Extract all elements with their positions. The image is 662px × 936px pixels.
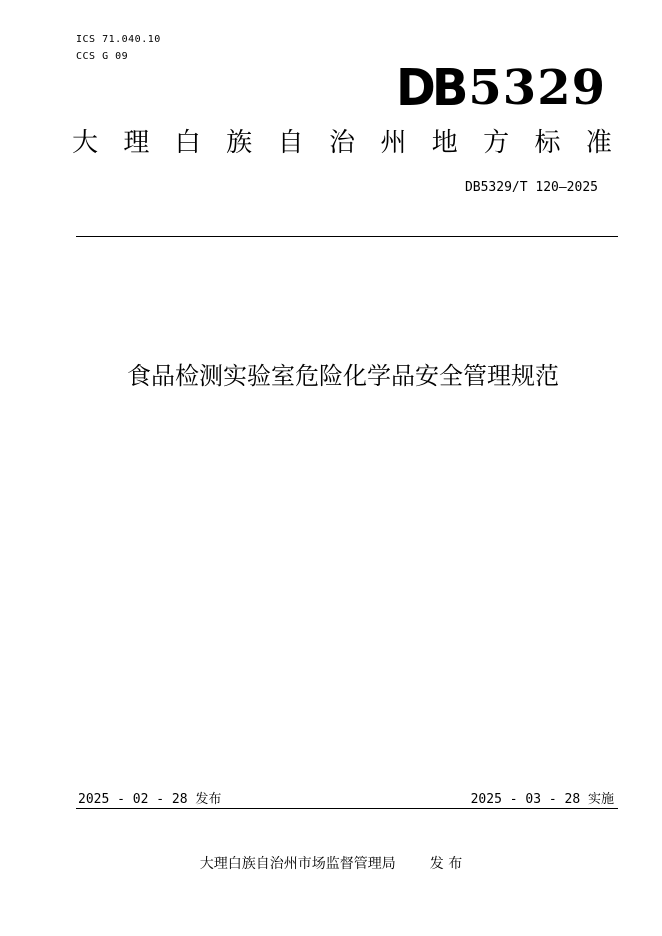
heading-char: 理 bbox=[123, 128, 150, 158]
issue-date: 2025 - 02 - 28 发布 bbox=[78, 792, 222, 807]
issuer-line bbox=[0, 853, 662, 873]
heading-char: 白 bbox=[174, 128, 201, 158]
document-title: 食品检测实验室危险化学品安全管理规范 bbox=[127, 362, 559, 390]
heading-char: 族 bbox=[226, 128, 253, 158]
standard-logo bbox=[395, 58, 606, 118]
ccs-code: CCS G 09 bbox=[76, 51, 129, 62]
logo-db-text: DB bbox=[395, 58, 465, 118]
issuer-name: 大理白族自治州市场监督管理局 bbox=[199, 856, 396, 872]
bottom-divider bbox=[76, 808, 618, 809]
heading-char: 方 bbox=[483, 128, 510, 158]
heading-char: 治 bbox=[328, 128, 355, 158]
heading-char: 标 bbox=[534, 128, 561, 158]
standard-number: DB5329/T 120—2025 bbox=[464, 180, 598, 195]
heading-char: 自 bbox=[277, 128, 304, 158]
logo-number-text: 5329 bbox=[468, 60, 606, 116]
heading-char: 准 bbox=[585, 128, 612, 158]
implementation-date: 2025 - 03 - 28 实施 bbox=[470, 792, 614, 807]
local-standard-heading bbox=[72, 126, 612, 160]
ics-code: ICS 71.040.10 bbox=[76, 34, 161, 45]
heading-char: 大 bbox=[72, 128, 99, 158]
heading-char: 地 bbox=[431, 128, 458, 158]
issuer-action: 发 布 bbox=[429, 856, 463, 872]
heading-char: 州 bbox=[380, 128, 407, 158]
top-divider bbox=[76, 236, 618, 237]
